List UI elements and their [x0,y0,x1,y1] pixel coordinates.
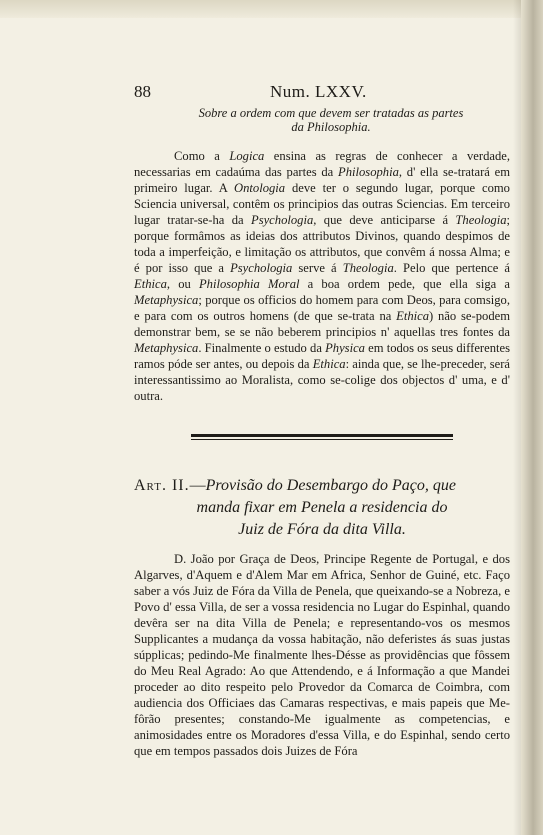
section-heading-line-1: Sobre a ordem com que devem ser tratadas as partes [198,106,464,120]
section-paragraph [134,148,510,404]
running-head [134,82,510,106]
italic-term: Theologia [342,261,394,275]
paragraph-text: a boa ordem pede, que ella siga a [299,277,510,291]
article-title [134,475,510,541]
italic-term: Ontologia [234,181,286,195]
article-title-line-3: Juiz de Fóra da dita Villa. [238,521,406,538]
paragraph-text: . Pelo que pertence á [393,261,510,275]
italic-term: Psychologia [251,213,314,227]
italic-term: Ethica [134,277,167,291]
italic-term: Philosophia [338,165,399,179]
italic-term: Psychologia [230,261,293,275]
article-title-line-2: manda fixar em Penela a residencia do [196,499,448,516]
italic-term: Metaphysica [134,341,199,355]
article-title-line-1: Provisão do Desembargo do Paço, que [205,477,456,494]
section-divider-rule [191,434,453,437]
paragraph-text: ) não se-podem demonstrar bem, se se não beberem principios n' aquellas tres fontes da [134,309,510,339]
article-dash: — [189,477,206,494]
page-top-edge [0,0,543,18]
italic-term: Metaphysica [134,293,199,307]
paragraph-text: , ou [166,277,199,291]
paragraph-text: : ainda que, se lhe-preceder, será interessantissimo ao Moralista, como se-colige dos objectos d' uma, e d' outra. [134,357,510,403]
paragraph-text: ; porque formâmos as ideias dos attributos Divinos, quando despimos de toda a imperfeição, e limitação os attributos, que convêm á nossa Alma; e é por isso que a [134,213,510,275]
italic-term: Philosophia Moral [198,277,300,291]
issue-number: Num. LXXV. [270,82,367,101]
gutter-shadow [513,0,521,835]
italic-term: Logica [229,149,265,163]
paragraph-text: . Finalmente o estudo da [198,341,326,355]
italic-term: Ethica [396,309,430,323]
italic-term: Ethica [312,357,346,371]
section-heading-line-2: da Philosophia. [291,120,371,134]
paragraph-text: deve ter o segundo lugar, porque como Sciencia universal, contêm os principios das outras Sciencias. Em terceiro lugar tratar-se-ha da [134,181,510,227]
paragraph-text: , d' ella se-tratará em primeiro lugar. A [134,165,510,195]
paragraph-text: ensina as regras de conhecer a verdade, necessarias em cadaúma das partes da [134,149,511,179]
book-page [134,82,510,759]
book-spine-edge [521,0,543,835]
paragraph-text: ; porque os officios do homem para com Deos, para comsigo, e para com os outros homens (de que se-trata na [134,293,510,323]
article-label: Art. II. [134,477,190,494]
paragraph-text: , que deve anticiparse á [313,213,456,227]
paragraph-text: em todos os seus differentes ramos póde ser antes, ou depois da [134,341,510,371]
italic-term: Theologia [455,213,507,227]
italic-term: Physica [325,341,365,355]
page-number: 88 [134,82,151,101]
section-heading [152,106,510,134]
decree-paragraph: D. João por Graça de Deos, Principe Regente de Portugal, e dos Algarves, d'Aquem e d'Alem Mar em Africa, Senhor de Guiné, etc. Faço saber a vós Juiz de Fóra da Villa de Penela, que queixando-se a Nobreza, e Povo d' essa Villa, de ser a vossa residencia no Lugar do Espinhal, quando devêra ser na dita Villa de Penela; e representando-vos os mesmos Supplicantes a mudança da vossa habitação, não deferistes ás suas justas súpplicas; pedindo-Me finalmente lhes-Désse as providências que fôssem do Meu Real Agrado: Ao que Attendendo, e á Informação a que Mandei proceder ao dito respeito pelo Provedor da Comarca de Coimbra, com audiencia dos Officiaes das Camaras respectivas, e mais papeis que Me-fôrão presentes; constando-Me igualmente as competencias, e animosidades entre os Moradores d'essa Villa, e do Espinhal, sendo certo que em tempos passados dois Juizes de Fóra [134,552,510,758]
paragraph-text: Como a [174,149,230,163]
paragraph-text: serve á [292,261,343,275]
